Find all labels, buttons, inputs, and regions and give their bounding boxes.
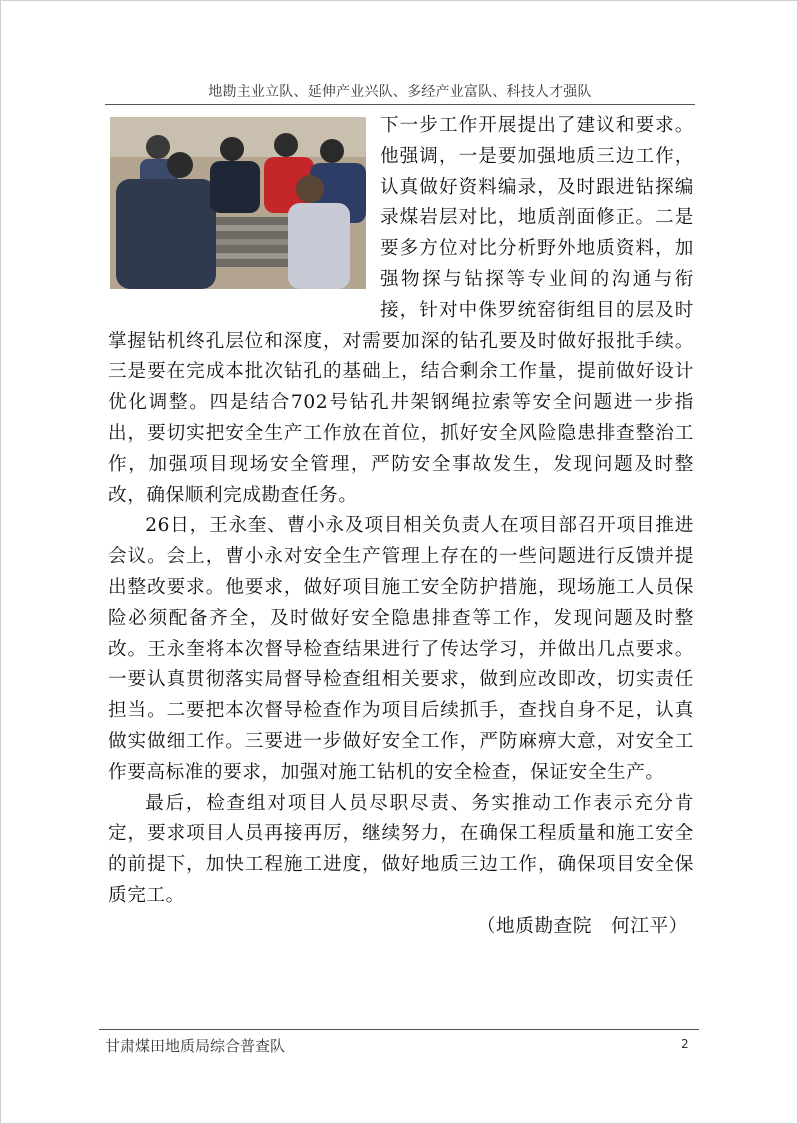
page-number: 2 [681, 1037, 689, 1051]
site-inspection-photo [110, 117, 366, 289]
article-paragraph: 最后，检查组对项目人员尽职尽责、务实推动工作表示充分肯定，要求项目人员再接再厉，继续努力，在确保工程质量和施工安全的前提下，加快工程施工进度，做好地质三边工作，确保项目安全保质完工。 [108, 792, 694, 906]
article-body [108, 111, 694, 943]
footer-organization: 甘肃煤田地质局综合普查队 [105, 1037, 286, 1055]
photo-illustration [110, 117, 366, 289]
article-paragraph: 下一步工作开展提出了建议和要求。他强调，一是要加强地质三边工作，认真做好资料编录，及时跟进钻探编录煤岩层对比，地质剖面修正。二是要多方位对比分析野外地质资料，加强物探与钻探等专业间的沟通与衔接，针对中侏罗统窑街组目的层及时掌握钻机终孔层位和深度，对需要加深的钻孔要及时做好报批手续。三是要在完成本批次钻孔的基础上，结合剩余工作量，提前做好设计优化调整。四是结合702号钻孔井架钢绳拉索等安全问题进一步指出，要切实把安全生产工作放在首位，抓好安全风险隐患排查整治工作，加强项目现场安全管理，严防安全事故发生，发现问题及时整改，确保顺利完成勘查任务。 [108, 115, 694, 506]
page-header: 地勘主业立队、延伸产业兴队、多经产业富队、科技人才强队 [208, 84, 592, 100]
author-signature: （地质勘查院 何江平） [476, 915, 688, 937]
header-divider [105, 104, 695, 105]
footer-divider [99, 1029, 699, 1030]
article-paragraph: 26日，王永奎、曹小永及项目相关负责人在项目部召开项目推进会议。会上，曹小永对安全生产管理上存在的一些问题进行反馈并提出整改要求。他要求，做好项目施工安全防护措施，现场施工人员保险必须配备齐全，及时做好安全隐患排查等工作，发现问题及时整改。王永奎将本次督导检查结果进行了传达学习，并做出几点要求。一要认真贯彻落实局督导检查组相关要求，做到应改即改，切实责任担当。二要把本次督导检查作为项目后续抓手，查找自身不足，认真做实做细工作。三要进一步做好安全工作，严防麻痹大意，对安全工作要高标准的要求，加强对施工钻机的安全检查，保证安全生产。 [108, 515, 694, 783]
